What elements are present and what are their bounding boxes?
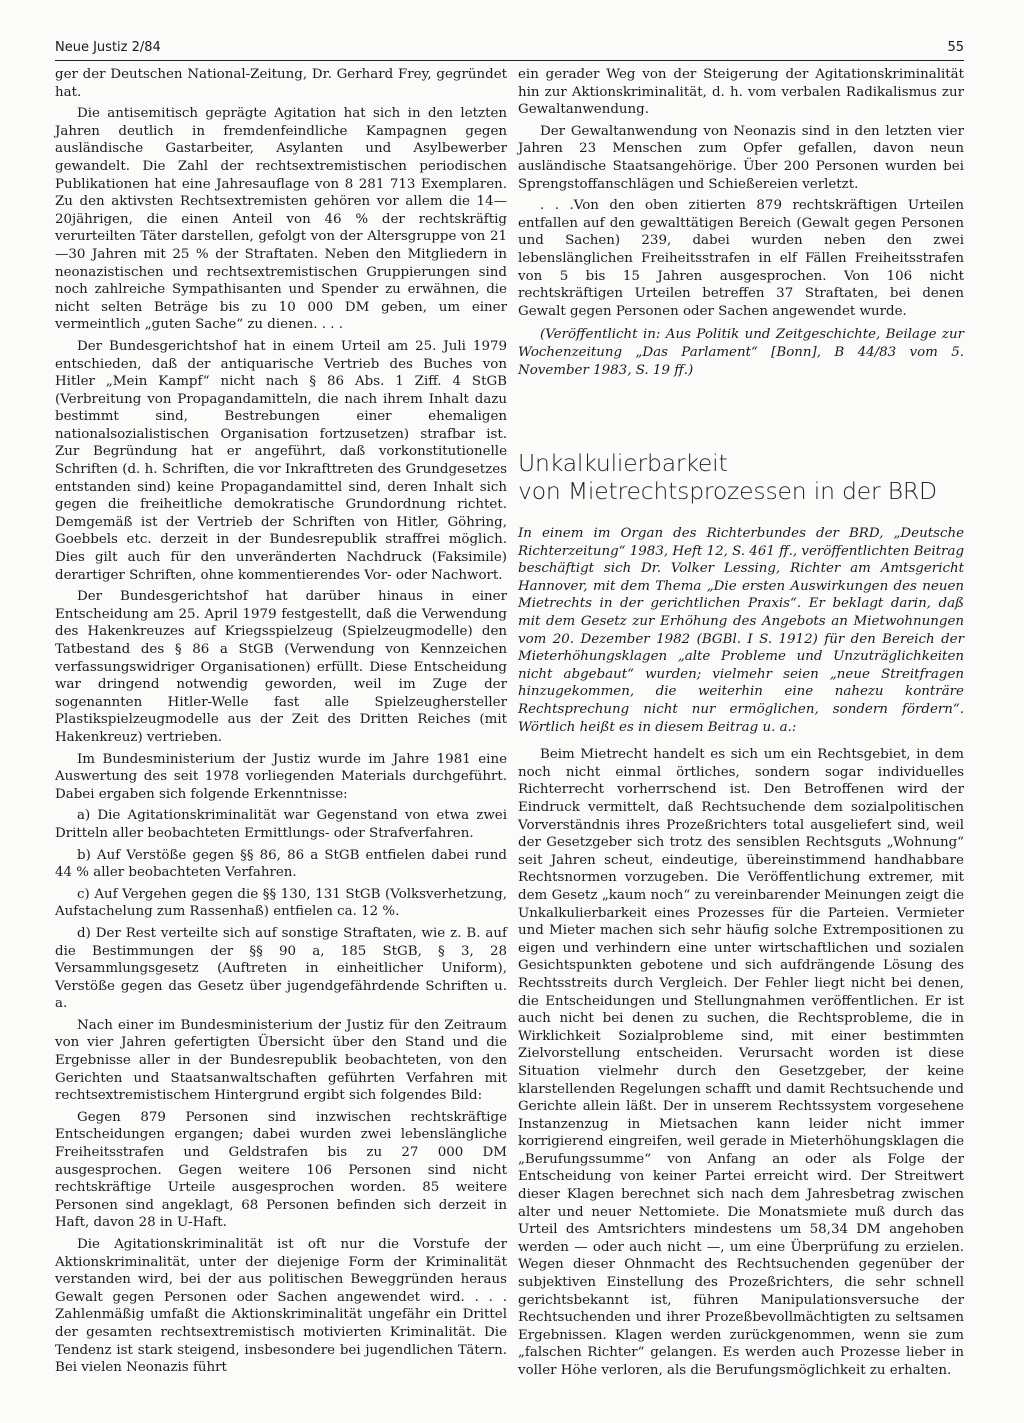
list-item: c) Auf Vergehen gegen die §§ 130, 131 StGB (Volksverhetzung, Aufstachelung zum Rassenhaß) entfielen ca. 12 %. [55,886,507,920]
article-body: Beim Mietrecht handelt es sich um ein Rechtsgebiet, in dem noch nicht einmal örtliches, sondern sogar individuelles Richterrecht vorherrschend ist. Den Betroffenen wird der Eindruck vermittelt, daß Rechtsuchende dem sozialpolitischen Vorverständnis ihres Prozeßrichters total ausgeliefert sind, weil der Gesetzgeber sich trotz des sensiblen Rechtsguts „Wohnung“ seit Jahren scheut, eindeutige, übereinstimmend handhabbare Rechtsnormen vorzugeben. Die Veröffentlichung extremer, mit dem Gesetz „kaum noch“ zu vereinbarender Meinungen zeigt die Unkalkulierbarkeit eines Prozesses für die Parteien. Vermieter und Mieter machen sich sehr häufig solche Extrempositionen zu eigen und verhindern eine unter wirtschaftlichen und sozialen Gesichtspunkten gebotene und sich aufdrängende Lösung des Rechtsstreits durch Vergleich. Der Fehler liegt nicht bei denen, die Entscheidungen und Stellungnahmen veröffentlichen. Er ist auch nicht bei denen zu suchen, die Rechtsprobleme, die in Wirklichkeit Sozialprobleme sind, mit einer bestimmten Zielvorstellung entscheiden. Verursacht worden ist diese Situation vielmehr durch den Gesetzgeber, der keine klarstellenden Regelungen schafft und damit Rechtsuchende und Gerichte allein läßt. Der in unserem Rechtssystem vorgesehene Instanzenzug in Mietsachen kann leider nicht immer korrigierend eingreifen, weil gerade in Mieterhöhungsklagen die „Berufungssumme“ von Anfang an oder als Folge der Entscheidung von keiner Partei erreicht wird. Der Streitwert dieser Klagen berechnet sich nach dem Jahresbetrag zwischen alter und neuer Nettomiete. Die Monatsmiete muß durch das Urteil des Amtsrichters mindestens um 58,34 DM angehoben werden — oder auch nicht —, um eine Überprüfung zu erzielen. Wegen dieser Ohnmacht des Rechtsuchenden gegenüber der subjektiven Einstellung des Prozeßrichters, die sehr schnell gerichtsbekannt ist, führen Manipulationsversuche der Rechtsuchenden und ihrer Prozeßbevollmächtigten zu seltsamen Ergebnissen. Klagen werden zurückgenommen, wenn sie zum „falschen Richter“ gelangen. Es werden auch Prozesse lieber in voller Höhe verloren, als die Berufungsmöglichkeit zu erhalten. [518,747,964,1378]
journal-title: Neue Justiz 2/84 [55,40,161,55]
article-title-line: Unkalkulierbarkeit [518,449,728,478]
paragraph: ein gerader Weg von der Steigerung der Agitationskriminalität hin zur Aktionskriminalität, d. h. vom verbalen Radikalismus zur Gewaltanwendung. [518,67,964,118]
left-column [55,66,507,1381]
article-title [518,449,964,505]
article-title-line: von Mietrechtsprozessen in der BRD [518,477,937,506]
paragraph: Im Bundesministerium der Justiz wurde im Jahre 1981 eine Auswertung des seit 1978 vorliegenden Materials durchgeführt. Dabei ergaben sich folgende Erkenntnisse: [55,751,507,802]
paragraph: Der Gewaltanwendung von Neonazis sind in den letzten vier Jahren 23 Menschen zum Opfer gefallen, davon neun ausländische Staatsangehörige. Über 200 Personen wurden bei Sprengstoffanschlägen und Schießereien verletzt. [518,123,964,192]
paragraph: Der Bundesgerichtshof hat in einem Urteil am 25. Juli 1979 entschieden, daß der antiquarische Vertrieb des Buches von Hitler „Mein Kampf“ nicht nach § 86 Abs. 1 Ziff. 4 StGB (Verbreitung von Propagandamitteln, die nach ihrem Inhalt dazu bestimmt sind, Bestrebungen einer ehemaligen nationalsozialistischen Organisation fortzusetzen) strafbar ist. Zur Begründung hat er angeführt, daß vorkonstitutionelle Schriften (d. h. Schriften, die vor Inkrafttreten des Grundgesetzes entstanden sind) keine Propagandamittel sind, deren Inhalt sich gegen die freiheitliche demokratische Grundordnung richtet. Demgemäß ist der Vertrieb der Schriften von Hitler, Göhring, Goebbels etc. derzeit in der Bundesrepublik straffrei möglich. Dies gilt auch für den unveränderten Nachdruck (Faksimile) derartiger Schriften, ohne kommentierendes Vor- oder Nachwort. [55,338,507,583]
paragraph: Die Agitationskriminalität ist oft nur die Vorstufe der Aktionskriminalität, unter der diejenige Form der Kriminalität verstanden wird, bei der aus politischen Beweggründen heraus Gewalt gegen Personen oder Sachen angewendet wird. . . . Zahlenmäßig umfaßt die Aktionskriminalität ungefähr ein Drittel der gesamten rechtsextremistisch motivierten Kriminalität. Die Tendenz ist stark steigend, insbesondere bei jugendlichen Tätern. Bei vielen Neonazis führt [55,1237,507,1376]
list-item: a) Die Agitationskriminalität war Gegenstand von etwa zwei Dritteln aller beobachteten Ermittlungs- oder Strafverfahren. [55,808,507,841]
page-number: 55 [947,40,964,55]
paragraph: Gegen 879 Personen sind inzwischen rechtskräftige Entscheidungen ergangen; dabei wurden zwei lebenslängliche Freiheitsstrafen und Geldstrafen bis zu 27 000 DM ausgesprochen. Gegen weitere 106 Personen sind nicht rechtskräftige Urteile ausgesprochen worden. 85 weitere Personen sind angeklagt, 68 Personen befinden sich derzeit in Haft, davon 28 in U-Haft. [55,1109,507,1231]
paragraph: . . .Von den oben zitierten 879 rechtskräftigen Urteilen entfallen auf den gewalttätigen Bereich (Gewalt gegen Personen und Sachen) 239, dabei wurden neben den zwei lebenslänglichen Freiheitsstrafen in elf Fällen Freiheitsstrafen von 5 bis 15 Jahren ausgesprochen. Von 106 nicht rechtskräftigen Urteilen betreffen 37 Straftaten, bei denen Gewalt gegen Personen oder Sachen angewendet wurde. [518,198,964,319]
paragraph: Der Bundesgerichtshof hat darüber hinaus in einer Entscheidung am 25. April 1979 festgestellt, daß die Verwendung des Hakenkreuzes auf Kriegsspielzeug (Spielzeugmodelle) den Tatbestand des § 86 a StGB (Verwendung von Kennzeichen verfassungswidriger Organisationen) erfüllt. Diese Entscheidung war dringend notwendig geworden, weil im Zuge der sogenannten Hitler-Welle fast alle Spielzeughersteller Plastikspielzeugmodelle aus der Zeit des Dritten Reiches (mit Hakenkreuz) vertrieben. [55,589,507,745]
paragraph: Nach einer im Bundesministerium der Justiz für den Zeitraum von vier Jahren gefertigten Übersicht über den Stand und die Ergebnisse aller in der Bundesrepublik beobachteten, von den Gerichten und Staatsanwaltschaften geführten Verfahren mit rechtsextremistischem Hintergrund ergibt sich folgendes Bild: [55,1017,507,1104]
right-column [518,66,964,1384]
article-lead: In einem im Organ des Richterbundes der BRD, „Deutsche Richterzeitung“ 1983, Heft 12, S. 461 ff., veröffentlichten Beitrag beschäftigt sich Dr. Volker Lessing, Richter am Amtsgericht Hannover, mit dem Thema „Die ersten Auswirkungen des neuen Mietrechts in der gerichtlichen Praxis“. Er beklagt darin, daß mit dem Gesetz zur Erhöhung des Angebots an Mietwohnungen vom 20. Dezember 1982 (BGBl. I S. 1912) für den Bereich der Mieterhöhungsklagen „alte Probleme und Unzuträglichkeiten nicht abgebaut“ wurden; vielmehr seien „neue Streitfragen hinzugekommen, die weiterhin eine nahezu konträre Rechtsprechung nicht nur ermöglichen, sondern fördern“. Wörtlich heißt es in diesem Beitrag u. a.: [518,526,965,735]
list-item: d) Der Rest verteilte sich auf sonstige Straftaten, wie z. B. auf die Bestimmungen der §§ 90 a, 185 StGB, § 3, 28 Versammlungsgesetz (Auftreten in einheitlicher Uniform), Verstöße gegen das Gesetz über jugendgefährdende Schriften u. a. [55,925,507,1012]
page-header [55,38,964,61]
paragraph: ger der Deutschen National-Zeitung, Dr. Gerhard Frey, gegründet hat. [55,67,507,100]
source-note: (Veröffentlicht in: Aus Politik und Zeitgeschichte, Beilage zur Wochenzeitung „Das Parlament“ [Bonn], B 44/83 vom 5. November 1983, S. 19 ff.) [518,327,964,378]
paragraph: Die antisemitisch geprägte Agitation hat sich in den letzten Jahren deutlich in fremdenfeindliche Kampagnen gegen ausländische Gastarbeiter, Asylanten und Asylbewerber gewandelt. Die Zahl der rechtsextremistischen periodischen Publikationen hat eine Jahresauflage von 8 281 713 Exemplaren. Zu den aktivsten Rechtsextremisten gehören vor allem die 14—20jährigen, die einen Anteil von 46 % der rechtskräftig verurteilten Täter darstellen, gefolgt von der Altersgruppe von 21—30 Jahren mit 25 % der Straftaten. Neben den Mitgliedern in neonazistischen und rechtsextremistischen Gruppierungen sind noch zahlreiche Sympathisanten und Spender zu erwähnen, die nicht selten Beträge bis zu 10 000 DM geben, um einer vermeintlich „guten Sache“ zu dienen. . . . [55,106,507,333]
list-item: b) Auf Verstöße gegen §§ 86, 86 a StGB entfielen dabei rund 44 % aller beobachteten Verfahren. [55,847,507,881]
